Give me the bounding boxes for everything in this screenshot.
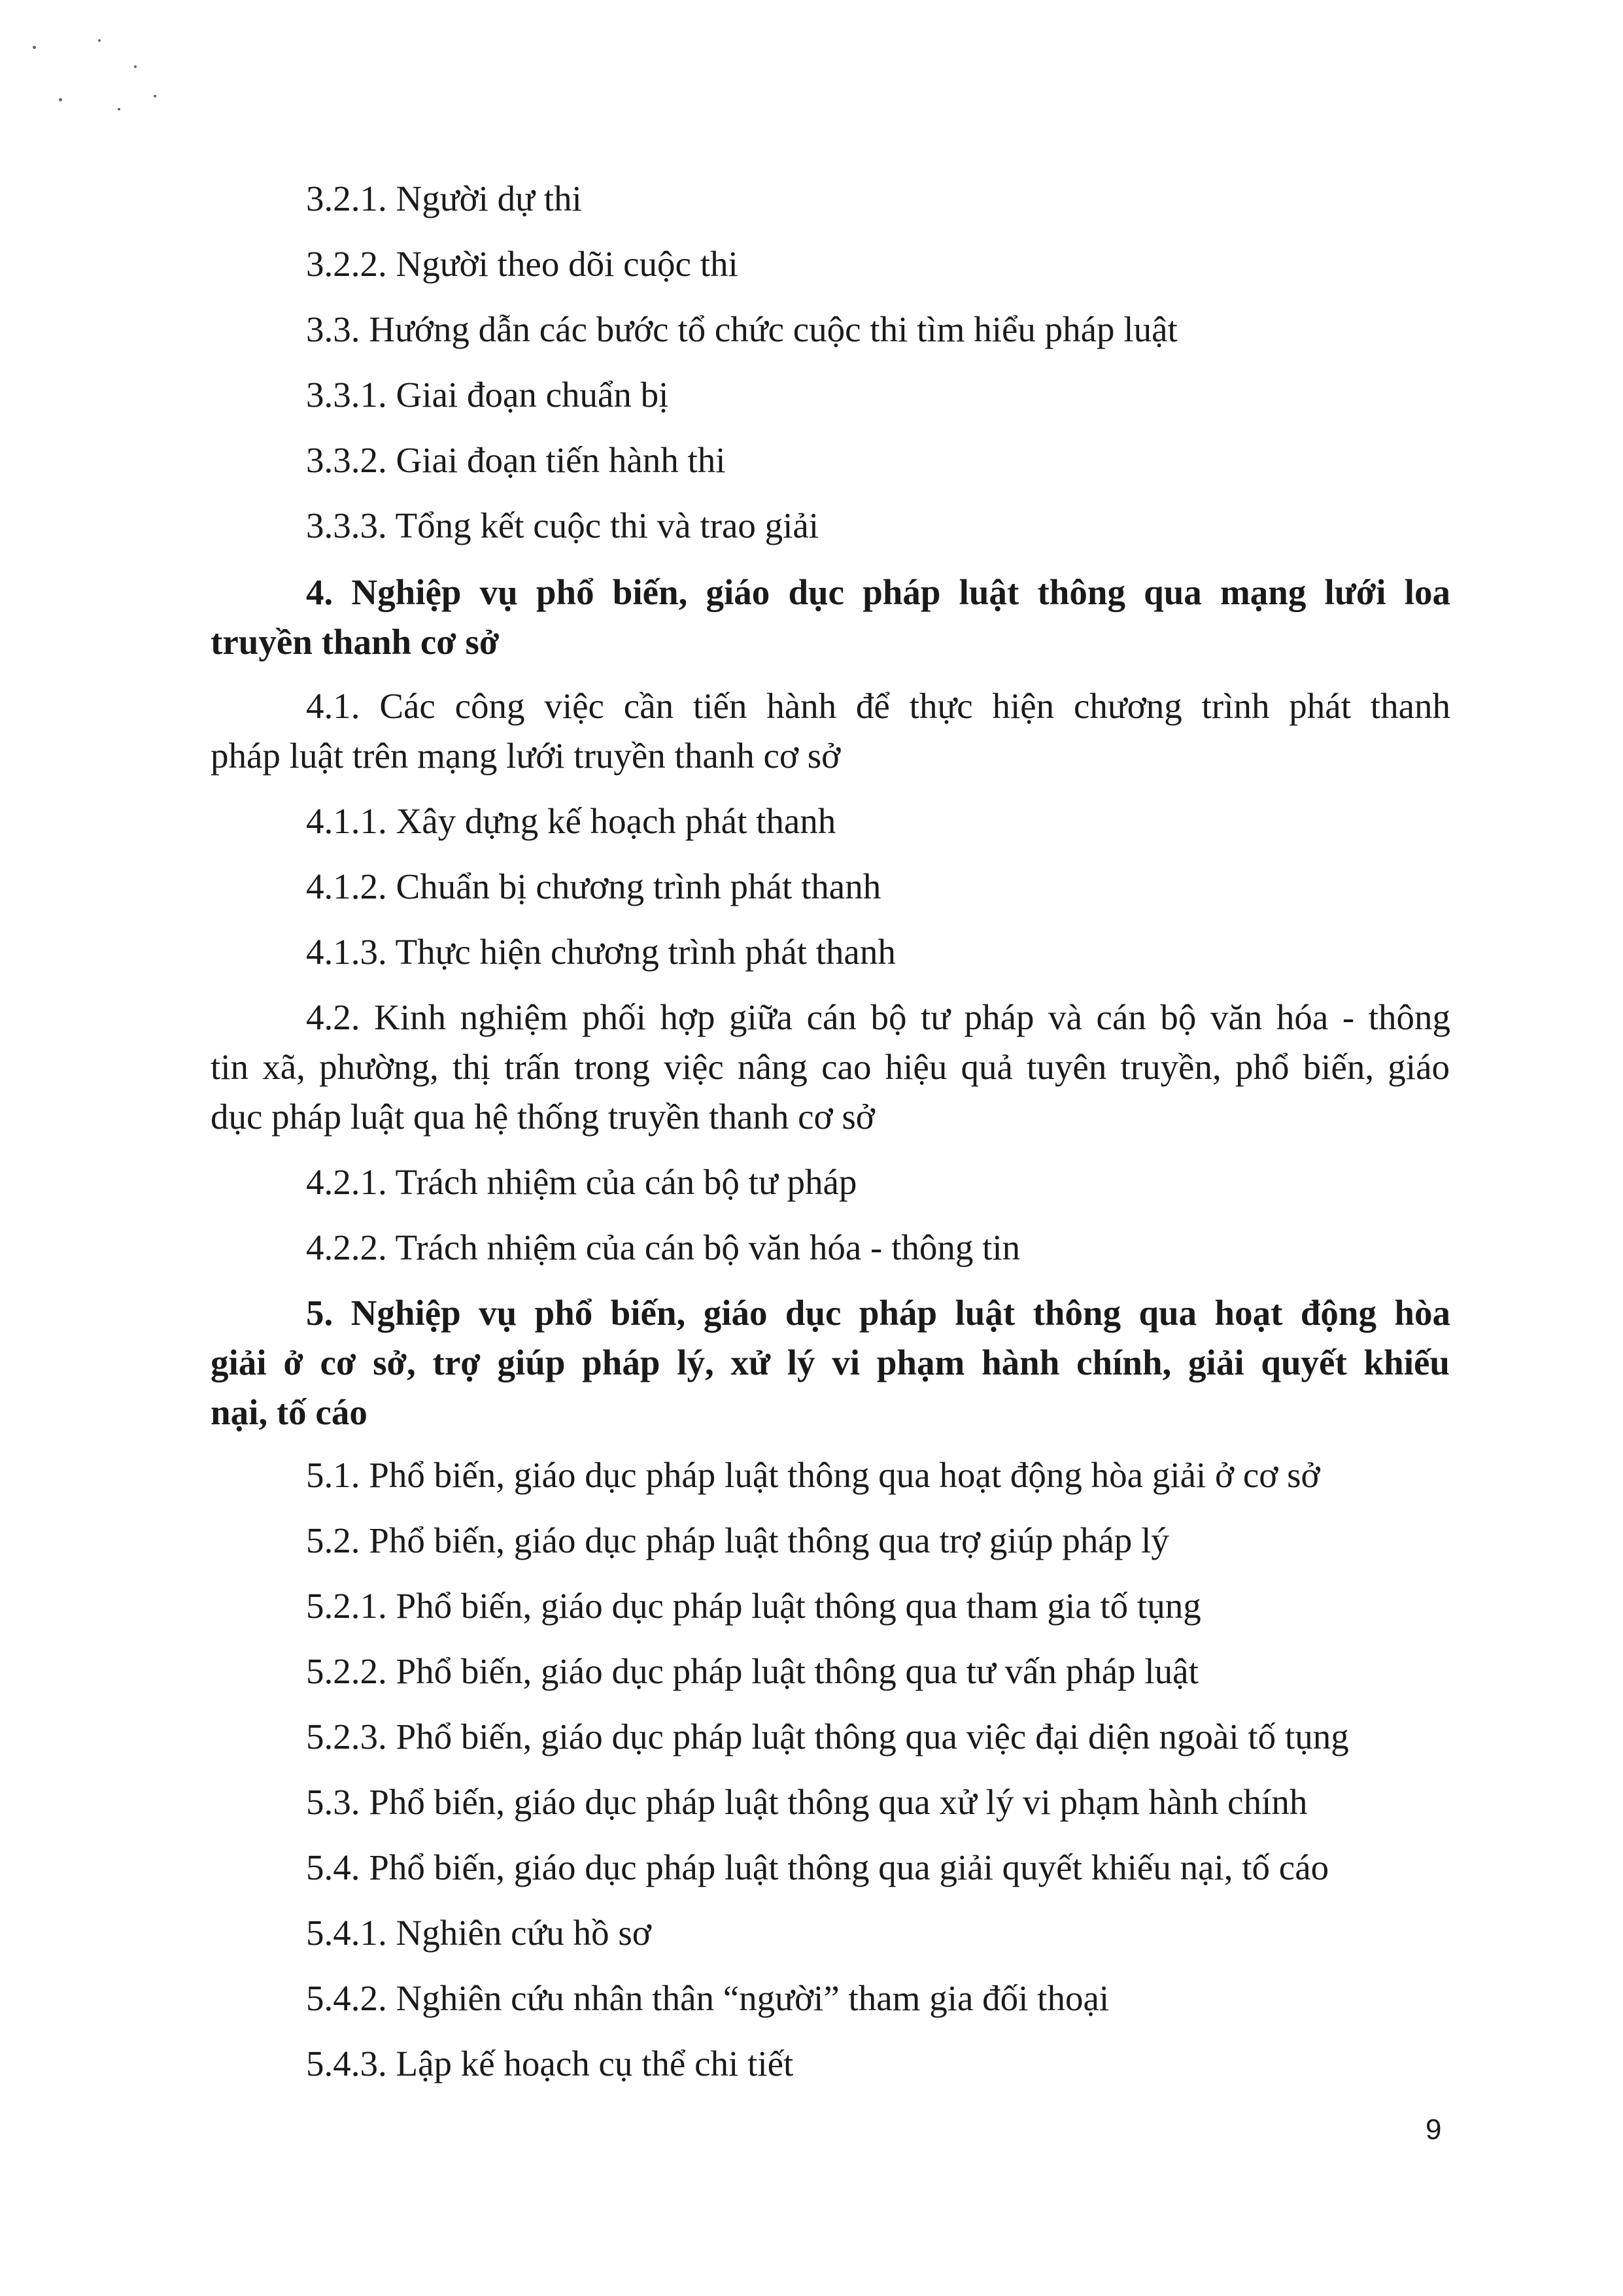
toc-item-5-2-3: 5.2.3. Phổ biến, giáo dục pháp luật thông qua việc đại diện ngoài tố tụng	[306, 1717, 1349, 1756]
toc-item-4-1-cont: pháp luật trên mạng lưới truyền thanh cơ sở	[211, 736, 841, 776]
toc-item-5-3: 5.3. Phổ biến, giáo dục pháp luật thông qua xử lý vi phạm hành chính	[306, 1782, 1308, 1822]
toc-item-4-2-cont-2: dục pháp luật qua hệ thống truyền thanh cơ sở	[211, 1097, 875, 1137]
toc-item-4-2-2: 4.2.2. Trách nhiệm của cán bộ văn hóa - thông tin	[306, 1227, 1021, 1267]
toc-item-3-3: 3.3. Hướng dẫn các bước tổ chức cuộc thi tìm hiểu pháp luật	[306, 309, 1178, 349]
toc-item-4-1: 4.1. Các công việc cần tiến hành để thực hiện chương trình phát thanh	[306, 686, 1450, 726]
toc-item-3-3-2: 3.3.2. Giai đoạn tiến hành thi	[306, 440, 726, 480]
toc-item-5-2-2: 5.2.2. Phổ biến, giáo dục pháp luật thông qua tư vấn pháp luật	[306, 1651, 1199, 1691]
toc-item-5-1: 5.1. Phổ biến, giáo dục pháp luật thông qua hoạt động hòa giải ở cơ sở	[306, 1455, 1320, 1495]
toc-item-4-1-3: 4.1.3. Thực hiện chương trình phát thanh	[306, 932, 896, 972]
section-heading-4-cont: truyền thanh cơ sở	[211, 622, 500, 662]
toc-item-3-3-3: 3.3.3. Tổng kết cuộc thi và trao giải	[306, 505, 819, 545]
toc-item-4-2-1: 4.2.1. Trách nhiệm của cán bộ tư pháp	[306, 1162, 857, 1202]
toc-item-4-1-2: 4.1.2. Chuẩn bị chương trình phát thanh	[306, 866, 881, 906]
toc-item-5-4-1: 5.4.1. Nghiên cứu hồ sơ	[306, 1913, 651, 1953]
section-heading-4: 4. Nghiệp vụ phổ biến, giáo dục pháp luật thông qua mạng lưới loa	[306, 572, 1450, 612]
toc-item-5-2-1: 5.2.1. Phổ biến, giáo dục pháp luật thông qua tham gia tố tụng	[306, 1586, 1201, 1626]
toc-item-4-2-cont-1: tin xã, phường, thị trấn trong việc nâng cao hiệu quả tuyên truyền, phổ biến, giáo	[211, 1047, 1450, 1087]
section-heading-5: 5. Nghiệp vụ phổ biến, giáo dục pháp luật thông qua hoạt động hòa	[306, 1293, 1450, 1333]
section-heading-5-cont-2: nại, tố cáo	[211, 1392, 367, 1432]
toc-item-3-2-2: 3.2.2. Người theo dõi cuộc thi	[306, 244, 738, 284]
toc-item-5-4-3: 5.4.3. Lập kế hoạch cụ thể chi tiết	[306, 2044, 794, 2083]
toc-item-5-2: 5.2. Phổ biến, giáo dục pháp luật thông qua trợ giúp pháp lý	[306, 1520, 1169, 1560]
page-number: 9	[1426, 2114, 1442, 2146]
toc-item-5-4-2: 5.4.2. Nghiên cứu nhân thân “người” tham gia đối thoại	[306, 1978, 1110, 2018]
toc-item-3-2-1: 3.2.1. Người dự thi	[306, 179, 582, 218]
toc-item-5-4: 5.4. Phổ biến, giáo dục pháp luật thông qua giải quyết khiếu nại, tố cáo	[306, 1847, 1329, 1887]
toc-item-3-3-1: 3.3.1. Giai đoạn chuẩn bị	[306, 375, 669, 415]
toc-item-4-1-1: 4.1.1. Xây dựng kế hoạch phát thanh	[306, 801, 836, 841]
section-heading-5-cont-1: giải ở cơ sở, trợ giúp pháp lý, xử lý vi phạm hành chính, giải quyết khiếu	[211, 1343, 1450, 1382]
scan-specks	[20, 26, 163, 131]
toc-item-4-2: 4.2. Kinh nghiệm phối hợp giữa cán bộ tư pháp và cán bộ văn hóa - thông	[306, 997, 1450, 1037]
